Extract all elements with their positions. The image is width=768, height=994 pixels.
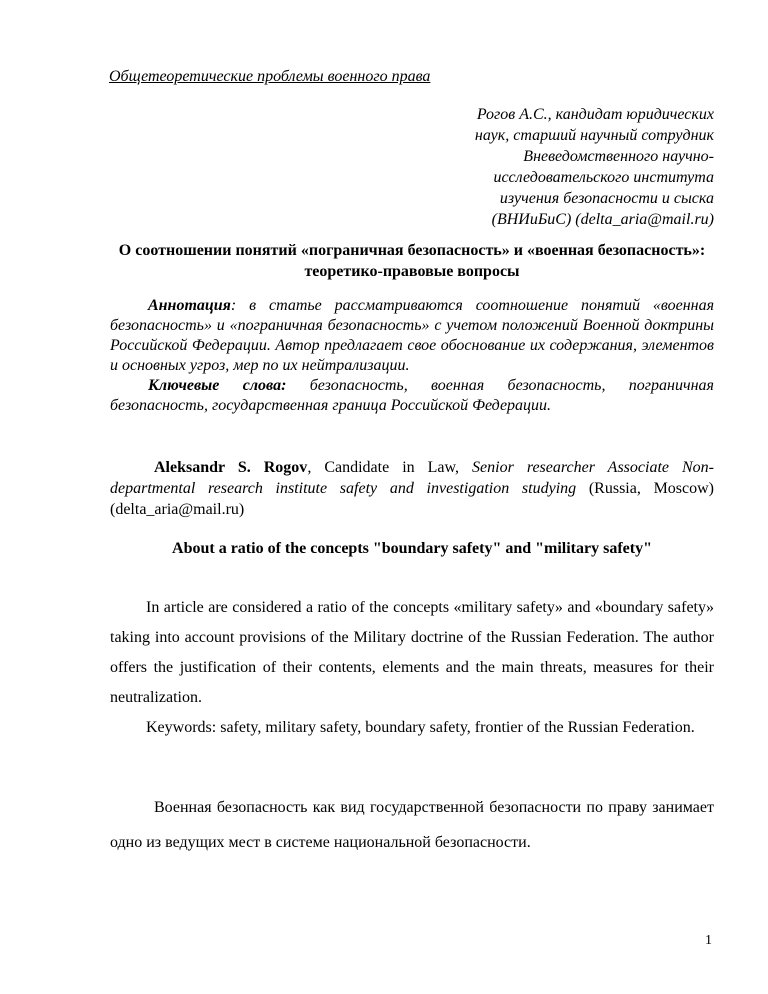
- author-line: Рогов А.С., кандидат юридических: [476, 106, 714, 123]
- keywords-label-ru: Ключевые слова:: [148, 377, 287, 394]
- annotation-text: : в статье рассматриваются соотношение понятий «военная безопасность» и «пограничная безопасность» с учетом положений Военной доктрины Российской Федерации. Автор предлагает свое обоснование их содержания, элементов и основных угроз, мер по их нейтрализации.: [110, 297, 714, 374]
- author-info-ru: [414, 104, 714, 230]
- page-number: 1: [705, 933, 712, 948]
- abstract-ru: [110, 296, 714, 416]
- author-info-en: [110, 457, 714, 520]
- author-line: (ВНИиБиС) (delta_aria@mail.ru): [491, 211, 714, 228]
- author-position-en: Senior researcher Associate Non-departmental research institute safety and investigation studying: [110, 459, 714, 497]
- body-paragraph: Военная безопасность как вид государственной безопасности по праву занимает одно из ведущих мест в системе национальной безопасности.: [110, 799, 714, 851]
- keywords-text-ru: безопасность, военная безопасность, пограничная безопасность, государственная граница Российской Федерации.: [110, 377, 714, 414]
- annotation-label: Аннотация: [148, 297, 231, 314]
- article-title-ru: О соотношении понятий «пограничная безопасность» и «военная безопасность»: теоретико-правовые вопросы: [118, 242, 706, 280]
- keywords-en: Keywords: safety, military safety, boundary safety, frontier of the Russian Federation.: [146, 719, 695, 736]
- author-degree-en: Candidate in Law,: [311, 459, 473, 476]
- keywords-paragraph-ru: [110, 376, 714, 416]
- abstract-en-text: In article are considered a ratio of the concepts «military safety» and «boundary safety» taking into account provisions of the Military doctrine of the Russian Federation. The author offers the justification of their contents, elements and the main threats, measures for their neutralization.: [110, 599, 714, 706]
- abstract-en: [110, 593, 714, 743]
- author-line: Вневедомственного научно-: [523, 148, 714, 165]
- author-location-en: (Russia, Moscow) (delta_aria@mail.ru): [110, 480, 714, 518]
- author-line: наук, старший научный сотрудник: [474, 127, 714, 144]
- section-title: Общетеоретические проблемы военного права: [109, 68, 431, 85]
- body-text: [110, 790, 714, 860]
- author-line: изучения безопасности и сыска: [499, 190, 714, 207]
- annotation-paragraph: [110, 296, 714, 376]
- author-line: исследовательского института: [493, 169, 714, 186]
- author-name-en: Aleksandr S. Rogov: [154, 459, 308, 476]
- article-title-en: About a ratio of the concepts "boundary safety" and "military safety": [172, 540, 652, 557]
- author-name-sep: ,: [307, 459, 312, 476]
